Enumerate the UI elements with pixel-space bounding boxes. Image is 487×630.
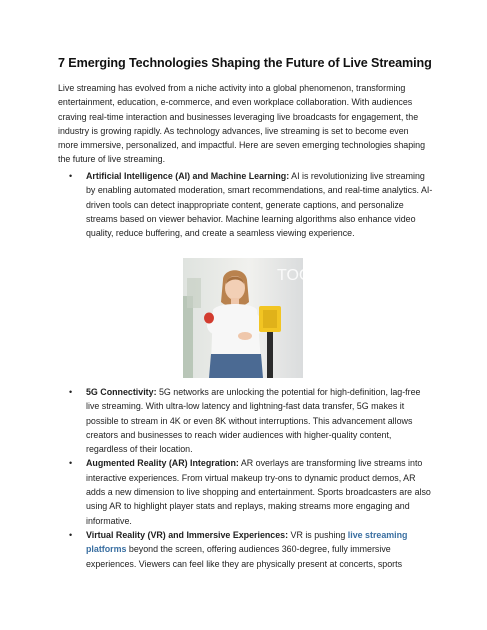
woman-live-streaming-image — [183, 258, 323, 378]
item-heading: 5G Connectivity: — [86, 387, 157, 397]
bullet-list-1 — [58, 169, 433, 240]
item-text: 5G networks are unlocking the potential for high-definition, lag-free live streaming. With ultra-low latency and lightning-fast data transfer, 5G makes it possible to stream in 4K or even 8K without interruptions. This advancement allows creators and businesses to reach wider audiences with higher-quality content, regardless of their location. — [86, 387, 421, 455]
list-item-5g — [58, 385, 433, 456]
intro-paragraph: Live streaming has evolved from a niche activity into a global phenomenon, transforming entertainment, education, e-commerce, and even workplace collaboration. With audiences craving real-time interaction and businesses leveraging live broadcasts for engagement, the industry is growing rapidly. As technology advances, live streaming is set to become even more immersive, personalized, and impactful. Here are seven emerging technologies shaping the future of live streaming. — [58, 83, 426, 165]
item-text: VR is pushing — [288, 529, 348, 540]
bullet-icon: • — [69, 529, 73, 540]
item-text: beyond the screen, offering audiences 360-degree, fully immersive experiences. Viewers can feel like they are physically present at concerts, sports — [86, 544, 403, 569]
bullet-icon: • — [69, 171, 73, 181]
bullet-list-2 — [58, 385, 433, 571]
item-text: AI is revolutionizing live streaming by enabling automated moderation, smart recommendations, and real-time analytics. AI-driven tools can detect inappropriate content, generate captions, and personalize streams based on viewer behavior. Machine learning algorithms also enhance video quality, reduce buffering, and create a seamless viewing experience. — [86, 171, 433, 239]
list-item-ai — [58, 169, 433, 240]
item-heading: Augmented Reality (AR) Integration: — [86, 458, 239, 469]
live-streaming-platforms-link[interactable]: live streaming platforms — [86, 529, 408, 555]
svg-text:TOGE: TOGE — [277, 267, 323, 284]
page-title: 7 Emerging Technologies Shaping the Future of Live Streaming — [58, 56, 432, 70]
article-photo — [183, 258, 323, 378]
item-heading: Artificial Intelligence (AI) and Machine Learning: — [86, 171, 290, 181]
bullet-icon: • — [69, 458, 73, 469]
list-item-vr — [58, 528, 433, 571]
item-heading: Virtual Reality (VR) and Immersive Experiences: — [86, 529, 289, 540]
bullet-icon: • — [69, 387, 73, 397]
list-item-ar — [58, 456, 433, 527]
item-text: AR overlays are transforming live streams into interactive experiences. From virtual makeup try-ons to dynamic product demos, AR adds a new dimension to live shopping and entertainment. Sports broadcasters are also using AR to highlight player stats and replays, making streams more engaging and informative. — [86, 458, 431, 526]
